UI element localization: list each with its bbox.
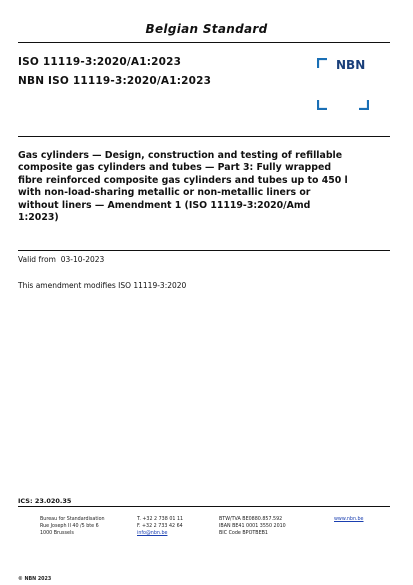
iban: IBAN BE41 0001 3550 2010 [219, 523, 286, 529]
title-line: with non-load-sharing metallic or non-metallic liners or [18, 187, 311, 199]
bic-code: BIC Code BPOTBEB1 [219, 530, 268, 536]
document-title [18, 150, 370, 224]
nbn-reference: NBN ISO 11119-3:2020/A1:2023 [18, 75, 212, 87]
section-divider [18, 250, 390, 251]
footer-contact [137, 517, 183, 537]
valid-from-label: Valid from [18, 255, 56, 264]
address-line: 1000 Brussels [40, 530, 74, 536]
nbn-logo-text: NBN [336, 58, 366, 72]
title-line: fibre reinforced composite gas cylinders and tubes up to 450 l [18, 174, 348, 186]
valid-from-date: 03-10-2023 [60, 255, 105, 264]
nbn-logo [317, 58, 369, 110]
ics-code: ICS: 23.020.35 [18, 497, 72, 505]
address-line: Bureau for Standardisation [40, 517, 105, 522]
footer-address [40, 517, 105, 537]
document-header-title: Belgian Standard [145, 22, 268, 36]
title-line: composite gas cylinders and tubes — Part 3: Fully wrapped [18, 162, 332, 174]
website-link[interactable]: www.nbn.be [334, 517, 364, 522]
iso-reference: ISO 11119-3:2020/A1:2023 [18, 56, 182, 68]
title-line: 1:2023) [18, 212, 59, 224]
footer-bank [219, 517, 286, 537]
title-line: without liners — Amendment 1 (ISO 11119-3:2020/Amd [18, 199, 311, 211]
modifies-note: This amendment modifies ISO 11119-3:2020 [18, 281, 187, 290]
address-line: Rue Joseph II 40 /5 bte 6 [40, 523, 99, 529]
phone: T. +32 2 738 01 11 [137, 517, 184, 522]
fax: F. +32 2 733 42 64 [137, 523, 183, 529]
section-divider [18, 136, 390, 137]
valid-from [18, 255, 104, 264]
vat-number: BTW/TVA BE0880.857.592 [219, 517, 283, 522]
copyright: © NBN 2023 [18, 577, 52, 582]
footer-divider [18, 506, 390, 507]
email-link[interactable]: info@nbn.be [137, 530, 168, 536]
top-divider [18, 42, 390, 43]
title-line: Gas cylinders — Design, construction and testing of refillable [18, 150, 343, 161]
